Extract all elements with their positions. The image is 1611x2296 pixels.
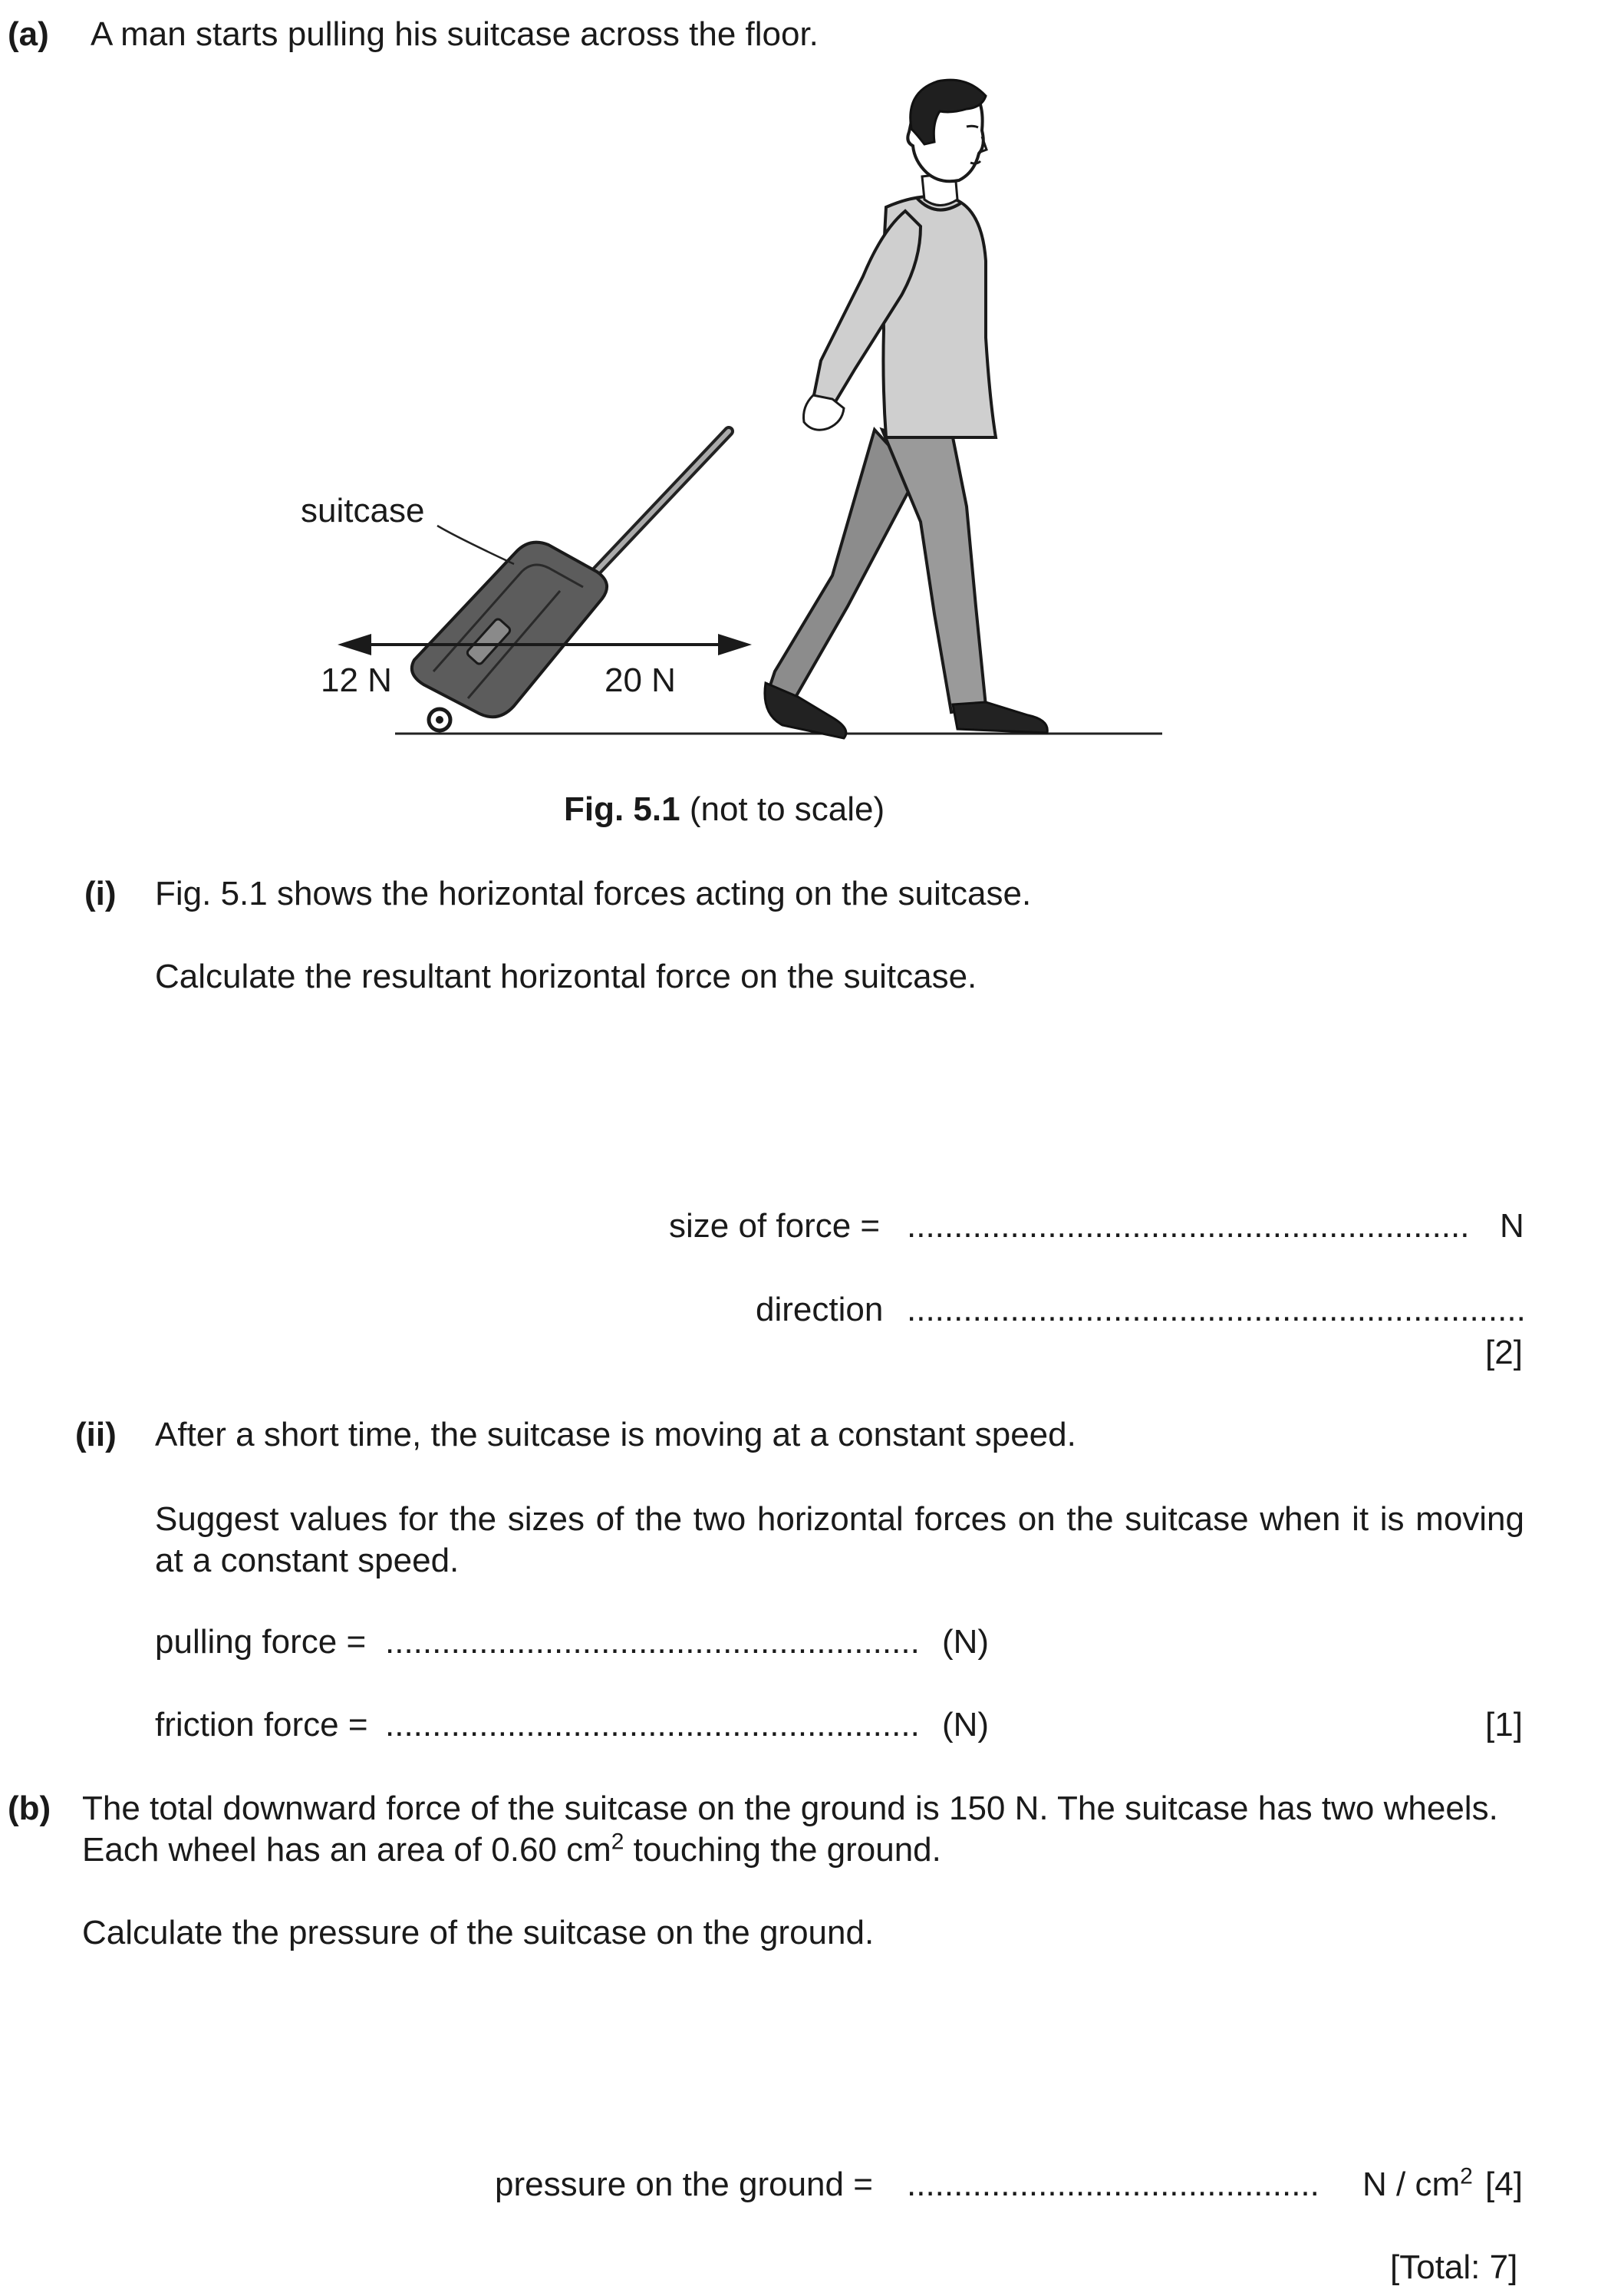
suitcase-body	[412, 543, 607, 731]
part-b-line2-post: touching the ground.	[624, 1831, 941, 1869]
part-a-i-line1: Fig. 5.1 shows the horizontal forces acting on the suitcase.	[155, 875, 1032, 912]
pressure-answer-line[interactable]: ............................................	[907, 2166, 1319, 2203]
pressure-unit-text: N / cm	[1362, 2166, 1461, 2203]
size-of-force-label: size of force =	[669, 1207, 881, 1245]
man-back-leg	[767, 430, 917, 700]
part-b-line2	[82, 1831, 941, 1869]
part-a-ii-label: (ii)	[75, 1416, 117, 1453]
total-marks: [Total: 7]	[1390, 2248, 1518, 2286]
suitcase-leader-line	[437, 526, 514, 564]
size-of-force-unit: N	[1500, 1207, 1524, 1245]
size-of-force-answer-line[interactable]: ............................................................	[907, 1207, 1470, 1245]
part-b-line2-sup: 2	[611, 1829, 624, 1855]
pressure-unit	[1362, 2163, 1473, 2204]
friction-force-label: friction force =	[155, 1706, 368, 1743]
part-a-ii-marks: [1]	[1485, 1706, 1523, 1743]
man-front-shoe	[953, 702, 1047, 733]
part-b-line1: The total downward force of the suitcase on the ground is 150 N. The suitcase has two wheels.	[82, 1790, 1498, 1827]
part-a-text: A man starts pulling his suitcase across the floor.	[91, 15, 819, 53]
part-a-label: (a)	[8, 15, 49, 53]
figure-5-1	[292, 77, 1181, 752]
man-illustration	[765, 80, 1047, 738]
pulling-force-answer-line[interactable]: .........................................................	[385, 1623, 920, 1661]
friction-force-unit: (N)	[942, 1706, 990, 1743]
part-a-i-marks: [2]	[1485, 1334, 1523, 1371]
pressure-label: pressure on the ground =	[495, 2166, 873, 2203]
part-a-i-label: (i)	[84, 875, 117, 912]
direction-answer-line[interactable]: ..................................................................	[907, 1291, 1526, 1328]
pulling-force-unit: (N)	[942, 1623, 990, 1661]
part-a-ii-line2: Suggest values for the sizes of the two horizontal forces on the suitcase when it is moving at a constant speed.	[155, 1500, 1524, 1579]
figure-caption-number: Fig. 5.1	[564, 790, 680, 828]
figure-caption-note: (not to scale)	[680, 790, 885, 828]
part-a-ii-line1: After a short time, the suitcase is moving at a constant speed.	[155, 1416, 1076, 1453]
force-right-label: 20 N	[605, 661, 676, 699]
pulling-force-label: pulling force =	[155, 1623, 367, 1661]
friction-force-answer-line[interactable]: .........................................................	[385, 1706, 920, 1743]
part-b-label: (b)	[8, 1790, 51, 1827]
direction-label: direction	[756, 1291, 884, 1328]
suitcase-handle	[592, 77, 729, 585]
figure-caption	[564, 790, 885, 829]
force-left-label: 12 N	[321, 661, 392, 699]
pressure-unit-sup: 2	[1460, 2163, 1473, 2189]
part-b-line2-pre: Each wheel has an area of 0.60 cm	[82, 1831, 611, 1869]
suitcase-label: suitcase	[301, 492, 425, 529]
part-a-i-line2: Calculate the resultant horizontal force on the suitcase.	[155, 958, 977, 995]
part-b-line3: Calculate the pressure of the suitcase on the ground.	[82, 1914, 875, 1951]
man-back-shoe	[765, 683, 846, 738]
part-b-marks: [4]	[1485, 2166, 1523, 2203]
